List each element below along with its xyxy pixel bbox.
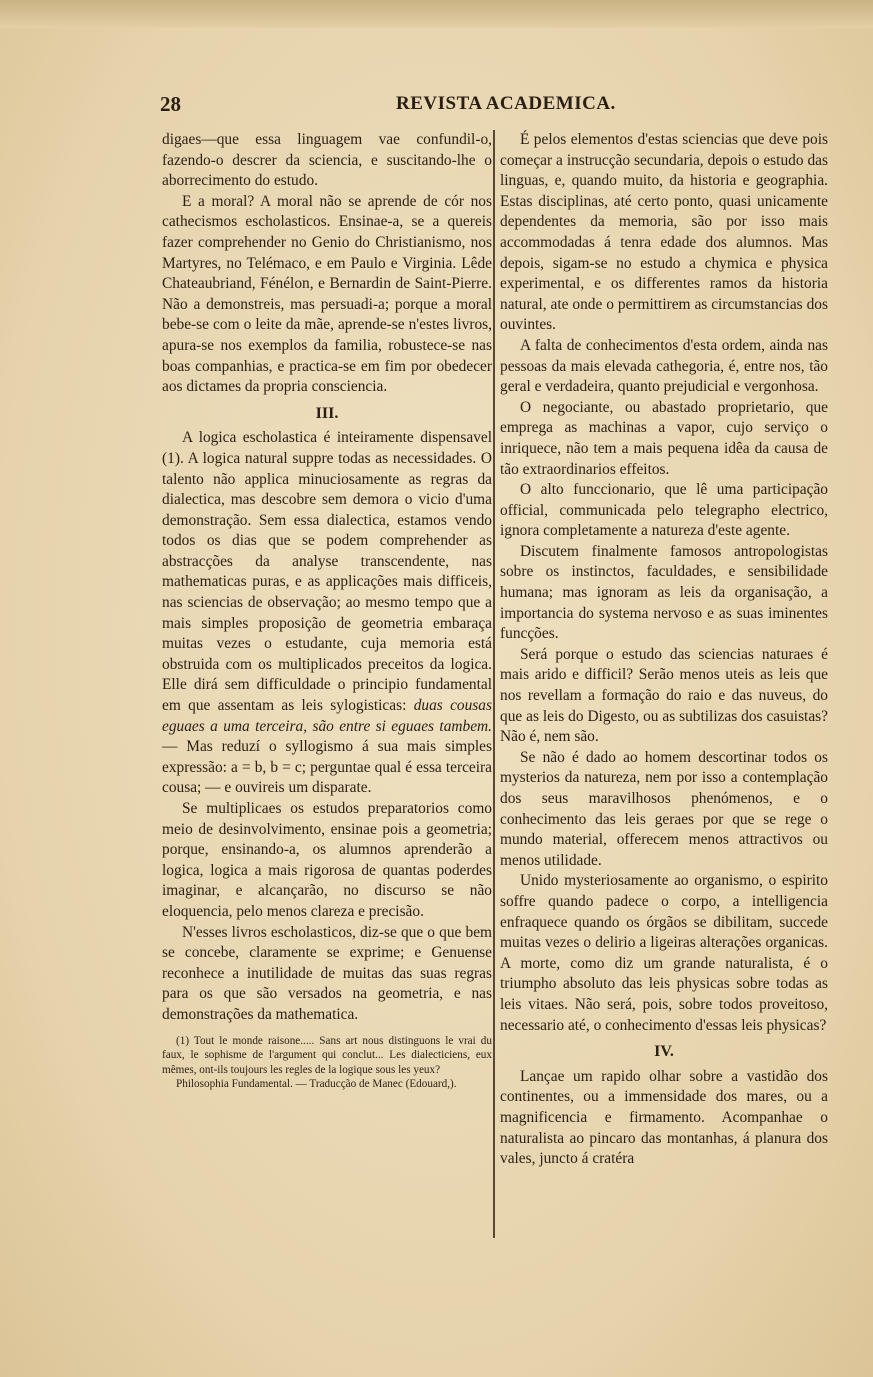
footnote: (1) Tout le monde raisone..... Sans art nous distinguons le vrai du faux, le sophisme de l'argument qui conclut... Les dialecticiens, eux mêmes, ont-ils toujours les regles de la logique sous les yeux? [162, 1034, 492, 1076]
paragraph: É pelos elementos d'estas sciencias que deve pois começar a instrucção secundaria, depois o estudo das linguas, e, quando muito, da historia e geographia. Estas disciplinas, até certo ponto, quasi unicamente dependentes da memoria, são por isso mais accommodadas á tenra edade dos alumnos. Mas depois, sigam-se no estudo a chymica e physica experimental, e os differentes ramos da historia natural, ate onde o permittirem as circumstancias dos ouvintes. [500, 131, 828, 334]
paragraph: Discutem finalmente famosos antropologistas sobre os instinctos, faculdades, e sensibilidade humana; mas ignoram as leis da organisação, a importancia do systema nervoso e as suas iminentes funcções. [500, 542, 828, 643]
page-header [160, 92, 828, 122]
paragraph: E a moral? A moral não se aprende de cór nos cathecismos escholasticos. Ensinae-a, se a quereis fazer comprehender no Genio do Christianismo, nos Martyres, no Telémaco, e em Paulo e Virginia. Lêde Chateaubriand, Fénélon, e Bernardin de Saint-Pierre. Não a demonstreis, mas persuadi-a; porque a moral bebe-se com o leite da mãe, aprende-se n'estes livros, apura-se nos exemplos da familia, robustece-se nas boas companhias, e practica-se em fim por obedecer aos dictames da propria consciencia. [162, 192, 492, 396]
paragraph-text: — Mas reduzí o syllogismo á sua mais simples expressão: a = b, b = c; perguntae qual é essa terceira cousa; — e ouvireis um disparate. [162, 738, 492, 797]
page-binding-edge [0, 0, 873, 28]
paragraph: Se não é dado ao homem descortinar todos os mysterios da natureza, nem por isso a contemplação dos seus maravilhosos phenómenos, e o conhecimento das leis geraes por que se rege o mundo material, offerecem menos attractivos ou menos utilidade. [500, 748, 828, 869]
right-column [500, 130, 828, 1170]
page-number: 28 [160, 92, 181, 116]
italic-quote: duas cousas eguaes a uma terceira, são entre si eguaes tambem. [162, 697, 492, 735]
paragraph: O alto funccionario, que lê uma participação official, communicada pelo telegrapho electrico, ignora completamente a natureza d'este agente. [500, 481, 828, 540]
paragraph: A falta de conhecimentos d'esta ordem, ainda nas pessoas da mais elevada cathegoria, é, entre nos, tão geral e verdadeira, quanto prejudicial e vergonhosa. [500, 336, 828, 396]
section-heading: III. [315, 404, 339, 422]
footnotes [162, 1034, 492, 1092]
left-column [162, 130, 492, 1092]
paragraph: N'esses livros escholasticos, diz-se que o que bem se concebe, claramente se exprime; e Genuense reconhece a inutilidade de muitas das suas regras para os que são versados na geometria, e nas demonstrações da mathematica. [162, 923, 492, 1023]
paragraph: Unido mysteriosamente ao organismo, o espirito soffre quando padece o corpo, a intelligencia enfraquece quando os órgãos se dibilitam, succede muitas vezes o delirio a ligeiras alterações organicas. A morte, como diz um grande naturalista, é o triumpho absoluto das leis physicas sobre todas as leis vitaes. Não será, pois, sobre todos proveitoso, necessario até, o conhecimento d'essas leis physicas? [500, 872, 828, 1034]
column-divider [493, 130, 495, 1238]
paragraph: digaes—que essa linguagem vae confundil-o, fazendo-o descrer da sciencia, e suscitando-lhe o aborrecimento do estudo. [162, 131, 492, 190]
paragraph: Lançae um rapido olhar sobre a vastidão dos continentes, ou a immensidade dos mares, ou a magnificencia e firmamento. Acompanhae o naturalista ao pincaro das montanhas, á planura dos vales, juncto á cratéra [500, 1067, 828, 1168]
paragraph [162, 428, 492, 799]
paragraph: Se multiplicaes os estudos preparatorios como meio de desinvolvimento, ensinae pois a geometria; porque, ensinando-a, os alumnos aprenderão a logica, logica a mais rigorosa de quantas poderdes imaginar, e alcançarão, no discurso se não eloquencia, pelo menos clareza e precisão. [162, 800, 492, 920]
section-heading: IV. [654, 1043, 674, 1061]
footnote: Philosophia Fundamental. — Traducção de Manec (Edouard,). [176, 1078, 457, 1091]
paragraph: O negociante, ou abastado proprietario, que emprega as machinas a vapor, cujo serviço o inriquece, não tem a mais pequena idêa da causa de tão extraordinarios effeitos. [500, 398, 828, 478]
running-title: REVISTA ACADEMICA. [396, 93, 616, 114]
paragraph: Será porque o estudo das sciencias naturaes é mais arido e difficil? Serão menos uteis as leis que nos revellam a formação do raio e das nuveus, do que as leis do Digesto, ou as subtilizas dos casuistas? Não é, nem são. [500, 645, 828, 746]
paragraph-text: A logica escholastica é inteiramente dispensavel (1). A logica natural suppre todas as necessidades. O talento não applica minuciosamente as regras da dialectica, mas descobre sem demora o vicio d'uma demonstração. Sem essa dialectica, estamos vendo todos os dias que se podem comprehender as abstracções da analyse transcendente, nas mathematicas puras, e as applicações mais difficeis, nas sciencias de observação; ao mesmo tempo que a mais simples proposição de geometria embaraça muitas vezes o estudante, cuja memoria está obstruida com os multiplicados preceitos da logica. Elle dirá sem difficuldade o principio fundamental em que assentam as leis sylogisticas: [162, 429, 492, 715]
